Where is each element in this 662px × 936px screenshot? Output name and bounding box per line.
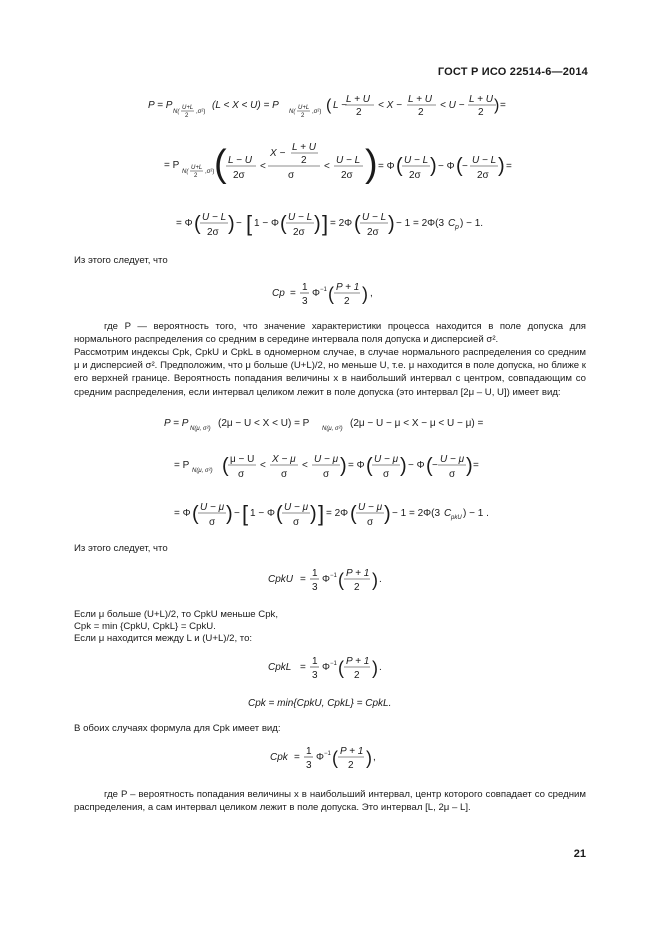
svg-text:C: C [444,508,452,519]
svg-text:p: p [455,224,459,231]
svg-text:(: ( [338,570,344,590]
svg-text:3: 3 [312,670,318,681]
svg-text:(: ( [350,503,357,525]
svg-text:−1: −1 [320,287,327,293]
equation-cpkl [266,654,386,688]
svg-text:U − μ: U − μ [314,454,339,465]
svg-text:U − L: U − L [404,155,429,166]
svg-text:(: ( [280,213,287,235]
svg-text:): ) [388,213,395,235]
svg-text:Φ: Φ [322,662,330,673]
svg-text:3: 3 [302,296,308,307]
svg-text:[: [ [242,501,249,526]
svg-text:): ) [228,213,235,235]
svg-text:Φ: Φ [316,752,324,763]
svg-text:C: C [448,218,456,229]
svg-text:1 − Φ: 1 − Φ [254,218,279,229]
svg-text:2: 2 [354,582,360,593]
svg-text:=: = [473,460,479,471]
svg-text:3: 3 [306,760,312,771]
svg-text:<: < [260,161,266,172]
svg-text:L −: L − [333,100,347,111]
svg-text:(: ( [192,503,199,525]
svg-text:L − U: L − U [228,155,252,166]
svg-text:σ: σ [288,170,295,181]
text-both-cases: В обоих случаях формула для Cpk имеет вид: [74,723,281,734]
svg-text:,σ²): ,σ²) [196,109,206,115]
equation-block-probability-cpku [160,410,489,540]
svg-text:σ: σ [383,469,390,480]
text-follows-1: Из этого следует, что [74,255,168,266]
svg-text:P + 1: P + 1 [346,656,370,667]
svg-text:(2μ − U − μ < X − μ < U − μ) =: (2μ − U − μ < X − μ < U − μ) = [350,418,484,429]
svg-text:−1: −1 [324,751,331,757]
equation-line1-tail [494,96,514,118]
svg-text:U+L: U+L [182,105,194,111]
svg-text:): ) [310,503,317,525]
svg-text:(: ( [426,455,433,477]
svg-text:2σ: 2σ [233,170,245,181]
svg-text:=: = [300,574,306,585]
svg-text:−1: −1 [330,573,337,579]
svg-text:L + U: L + U [408,94,432,105]
svg-text:− Φ: − Φ [438,161,455,172]
svg-text:−: − [236,218,242,229]
cp-label: Cp [272,288,285,299]
svg-text:]: ] [318,501,325,526]
cpkl-label: CpkL [268,662,292,673]
svg-text:=: = [506,161,512,172]
svg-text:U − μ: U − μ [358,502,383,513]
svg-text:−: − [432,460,438,471]
svg-text:U − L: U − L [362,212,387,223]
svg-text:P + 1: P + 1 [336,282,360,293]
svg-text:(2μ − U < X < U) = P: (2μ − U < X < U) = P [218,418,310,429]
svg-text:P = P: P = P [164,418,189,429]
svg-text:): ) [372,658,378,678]
svg-text:2: 2 [344,296,350,307]
svg-text:2σ: 2σ [207,227,219,238]
svg-text:−1: −1 [330,661,337,667]
svg-text:,σ²): ,σ²) [312,109,322,115]
svg-text:): ) [372,570,378,590]
svg-text:X − μ: X − μ [272,454,296,465]
svg-text:= P: = P [174,460,190,471]
svg-text:−: − [462,161,468,172]
svg-text:σ: σ [281,469,288,480]
svg-text:.: . [379,574,382,585]
svg-text:P = P: P = P [148,100,173,111]
svg-text:(: ( [222,455,229,477]
svg-text:σ: σ [449,469,456,480]
svg-text:−: − [234,508,240,519]
svg-text:=: = [290,288,296,299]
svg-text:2: 2 [418,107,424,118]
svg-text:): ) [365,143,378,185]
document-header: ГОСТ Р ИСО 22514-6—2014 [437,66,588,78]
svg-text:2σ: 2σ [367,227,379,238]
svg-text:2: 2 [354,670,360,681]
svg-text:2: 2 [301,155,307,166]
svg-text:): ) [466,455,473,477]
svg-text:N(μ, σ²): N(μ, σ²) [190,426,211,432]
svg-text:1: 1 [302,282,308,293]
svg-text:− Φ: − Φ [408,460,425,471]
svg-text:σ: σ [238,469,245,480]
svg-text:2σ: 2σ [341,170,353,181]
svg-text:X −: X − [270,148,286,159]
svg-text:= P: = P [164,160,180,171]
svg-text:(: ( [366,455,373,477]
svg-text:) − 1.: ) − 1. [460,218,484,229]
page-number: 21 [573,848,586,860]
svg-text:σ: σ [323,469,330,480]
svg-text:): ) [314,213,321,235]
svg-text:(: ( [456,155,463,177]
svg-text:,σ²): ,σ²) [205,169,215,175]
svg-text:): ) [226,503,233,525]
svg-text:,: , [370,288,373,299]
svg-text:= Φ: = Φ [176,218,193,229]
svg-text:L + U: L + U [346,94,370,105]
svg-text:< U −: < U − [440,100,465,111]
svg-text:= Φ: = Φ [348,460,365,471]
svg-text:2: 2 [348,760,354,771]
equation-line2 [160,140,490,190]
svg-text:− 1 = 2Φ(3: − 1 = 2Φ(3 [396,218,445,229]
svg-text:U − L: U − L [288,212,313,223]
svg-text:=: = [500,100,506,111]
svg-text:N(: N( [289,109,296,115]
svg-text:2σ: 2σ [409,170,421,181]
svg-text:): ) [494,97,500,114]
svg-text:= Φ: = Φ [378,161,395,172]
equation-cp [270,280,390,314]
svg-text:(: ( [326,97,332,114]
svg-text:1: 1 [312,568,318,579]
svg-text:): ) [430,155,437,177]
svg-text:σ: σ [293,517,300,528]
text-follows-2: Из этого следует, что [74,543,168,554]
svg-text:U − μ: U − μ [440,454,465,465]
svg-text:2: 2 [194,173,198,179]
svg-text:2: 2 [356,107,362,118]
svg-text:P + 1: P + 1 [346,568,370,579]
equation-cpku [266,566,386,600]
cpku-label: CpkU [268,574,294,585]
svg-text:): ) [400,455,407,477]
svg-text:(: ( [396,155,403,177]
svg-text:pkU: pkU [451,515,462,521]
svg-text:3: 3 [312,582,318,593]
text-def-p2: где P – вероятность попадания величины x в наибольший интервал, центр которого совпадает со средним распределения, а сам интервал целиком лежит в поле допуска. Это интервал [L, 2μ – L]. [74,789,586,814]
svg-text:= 2Φ: = 2Φ [326,508,349,519]
svg-text:μ − U: μ − U [230,454,255,465]
svg-text:(: ( [214,143,227,185]
svg-text:=: = [294,752,300,763]
svg-text:N(μ, σ²): N(μ, σ²) [192,468,213,474]
text-if-mu-between: Если μ находится между L и (U+L)/2, то: [74,633,253,644]
svg-text:): ) [362,284,368,304]
svg-text:2: 2 [478,107,484,118]
svg-text:(L < X < U) = P: (L < X < U) = P [212,100,279,111]
svg-text:U − L: U − L [202,212,227,223]
svg-text:L + U: L + U [292,142,316,153]
svg-text:U+L: U+L [298,105,310,111]
svg-text:U − μ: U − μ [284,502,309,513]
svg-text:Φ: Φ [312,288,320,299]
svg-text:): ) [384,503,391,525]
cpk-label: Cpk [270,752,288,763]
svg-text:,: , [373,752,376,763]
equation-cpk-min-2: Cpk = min{CpkU, CpkL} = CpkL. [248,698,392,709]
svg-text:) − 1 .: ) − 1 . [463,508,489,519]
svg-text:U − L: U − L [472,155,497,166]
svg-text:σ: σ [209,517,216,528]
svg-text:P + 1: P + 1 [340,746,364,757]
equation-cpk [268,744,388,778]
svg-text:U − μ: U − μ [374,454,399,465]
svg-text:U − μ: U − μ [200,502,225,513]
svg-text:(: ( [338,658,344,678]
svg-text:<: < [324,161,330,172]
svg-text:= Φ: = Φ [174,508,191,519]
svg-text:): ) [340,455,347,477]
svg-text:N(μ, σ²): N(μ, σ²) [322,426,343,432]
equation-line3 [172,206,484,246]
svg-text:2: 2 [301,113,305,119]
svg-text:(: ( [354,213,361,235]
text-consider: Рассмотрим индексы Cpk, CpkU и CpkL в одномерном случае, в случае нормального распределения со средним μ и дисперсией σ². Предположим, что μ больше (U+L)/2, но меньше U, т.е. μ находится в поле допуска, но ближе к его верхней границе. Вероятность попадания величины x в наибольший интервал с центром, совпадающим со средним распределения, если интервал целиком лежит в поле допуска (это интервал [2μ – U, U]) имеет вид: [74,347,586,398]
svg-text:2σ: 2σ [293,227,305,238]
svg-text:(: ( [332,748,338,768]
text-if-mu-greater: Если μ больше (U+L)/2, то CpkU меньше Cpk, [74,609,278,620]
text-def-p1: где P — вероятность того, что значение характеристики процесса находится в поле допуска для нормального распределения со средним в середине интервала поля допуска и дисперсией σ². [74,321,586,346]
svg-text:2: 2 [185,113,189,119]
text-cpk-min-1: Cpk = min {CpkU, CpkL} = CpkU. [74,621,216,632]
svg-text:(: ( [276,503,283,525]
svg-text:<: < [260,460,266,471]
svg-text:= 2Φ: = 2Φ [330,218,353,229]
equation-line2-tail [470,140,530,190]
svg-text:U+L: U+L [191,165,203,171]
svg-text:U − L: U − L [336,155,361,166]
svg-text:(: ( [194,213,201,235]
svg-text:1: 1 [306,746,312,757]
svg-text:<: < [302,460,308,471]
svg-text:− 1 = 2Φ(3: − 1 = 2Φ(3 [392,508,441,519]
svg-text:1 − Φ: 1 − Φ [250,508,275,519]
svg-text:Φ: Φ [322,574,330,585]
svg-text:): ) [498,155,505,177]
svg-text:σ: σ [367,517,374,528]
svg-text:]: ] [322,211,329,236]
svg-text:1: 1 [312,656,318,667]
svg-text:2σ: 2σ [477,170,489,181]
svg-text:N(: N( [173,109,180,115]
svg-text:[: [ [246,211,253,236]
svg-text:L + U: L + U [469,94,493,105]
svg-text:): ) [366,748,372,768]
svg-text:(: ( [328,284,334,304]
svg-text:< X −: < X − [378,100,402,111]
svg-text:=: = [300,662,306,673]
svg-text:N(: N( [182,169,189,175]
svg-text:.: . [379,662,382,673]
